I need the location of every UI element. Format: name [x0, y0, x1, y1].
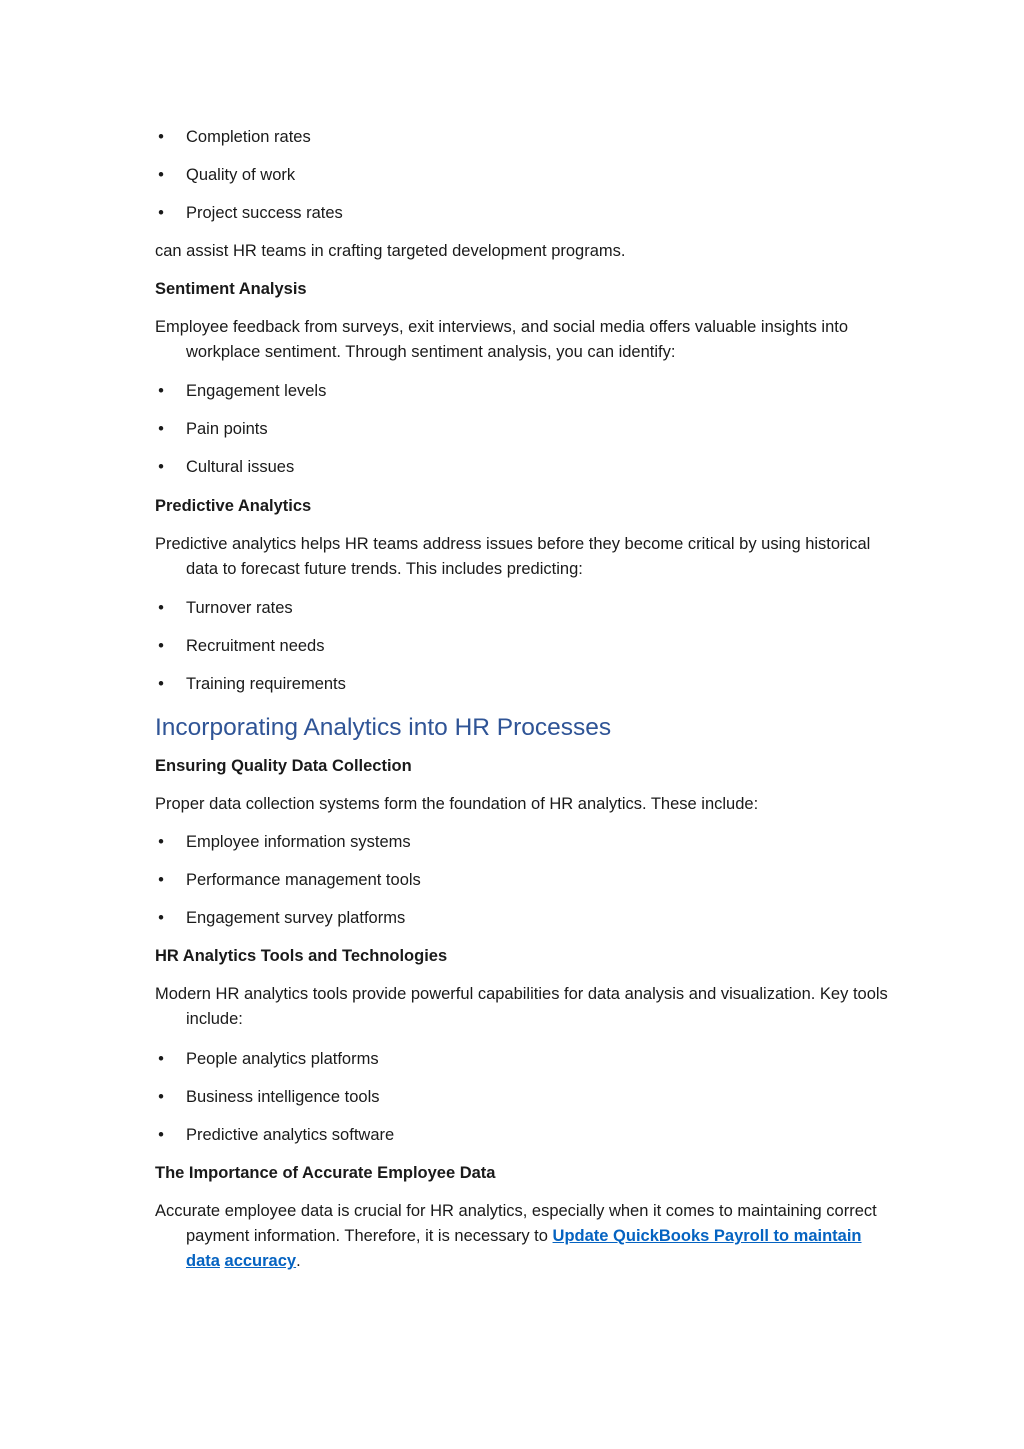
list-item — [155, 417, 895, 442]
list-item-text: Engagement survey platforms — [186, 909, 406, 927]
list-item — [155, 1085, 895, 1110]
list-item-text: Business intelligence tools — [186, 1088, 380, 1106]
bullet-icon: • — [158, 833, 164, 851]
list-item-text: Employee information systems — [186, 833, 411, 851]
list-item — [155, 634, 895, 659]
list-item — [155, 125, 895, 150]
paragraph-end: . — [296, 1252, 301, 1270]
bullet-icon: • — [158, 1126, 164, 1144]
bullet-icon: • — [158, 1050, 164, 1068]
section-heading: Predictive Analytics — [155, 497, 312, 515]
list-item — [155, 596, 895, 621]
list-item-text: Completion rates — [186, 128, 311, 146]
bullet-icon: • — [158, 1088, 164, 1106]
list-item — [155, 1123, 895, 1148]
list-item-text: Engagement levels — [186, 382, 327, 400]
list-item-text: Pain points — [186, 420, 268, 438]
section-heading: Sentiment Analysis — [155, 280, 307, 298]
list-item-text: Performance management tools — [186, 871, 421, 889]
bullet-icon: • — [158, 909, 164, 927]
bullet-icon: • — [158, 128, 164, 146]
paragraph: Modern HR analytics tools provide powerful capabilities for data analysis and visualization. Key tools include: — [155, 985, 888, 1028]
list-item-text: Turnover rates — [186, 599, 293, 617]
paragraph-text: Accurate employee data is crucial for HR analytics, especially when it comes to maintaining correct payment information. Therefore, it is necessary to — [155, 1202, 877, 1245]
list-item — [155, 868, 895, 893]
list-item — [155, 906, 895, 931]
bullet-icon: • — [158, 204, 164, 222]
list-item-text: Quality of work — [186, 166, 296, 184]
paragraph: Employee feedback from surveys, exit interviews, and social media offers valuable insights into workplace sentiment. Through sentiment analysis, you can identify: — [155, 318, 849, 361]
list-item-text: Recruitment needs — [186, 637, 325, 655]
bullet-icon: • — [158, 166, 164, 184]
paragraph: Predictive analytics helps HR teams address issues before they become critical by using historical data to forecast future trends. This includes predicting: — [155, 535, 871, 578]
list-item-text: Project success rates — [186, 204, 343, 222]
list-item — [155, 455, 895, 480]
bullet-icon: • — [158, 599, 164, 617]
bullet-icon: • — [158, 871, 164, 889]
section-title: Incorporating Analytics into HR Processes — [155, 714, 612, 741]
list-item-text: Training requirements — [186, 675, 346, 693]
bullet-icon: • — [158, 420, 164, 438]
list-item — [155, 1047, 895, 1072]
list-item-text: Predictive analytics software — [186, 1126, 395, 1144]
section-heading: HR Analytics Tools and Technologies — [155, 947, 448, 965]
quickbooks-payroll-link[interactable]: Update QuickBooks Payroll to maintain data — [186, 1227, 862, 1270]
bullet-icon: • — [158, 382, 164, 400]
accuracy-link[interactable]: accuracy — [224, 1252, 297, 1270]
bullet-icon: • — [158, 675, 164, 693]
list-item-text: Cultural issues — [186, 458, 295, 476]
list-item — [155, 201, 895, 226]
paragraph — [155, 1199, 895, 1274]
paragraph: Proper data collection systems form the foundation of HR analytics. These include: — [155, 795, 759, 813]
list-item — [155, 379, 895, 404]
list-item — [155, 830, 895, 855]
bullet-icon: • — [158, 637, 164, 655]
bullet-icon: • — [158, 458, 164, 476]
section-heading: The Importance of Accurate Employee Data — [155, 1164, 496, 1182]
section-heading: Ensuring Quality Data Collection — [155, 757, 412, 775]
list-item — [155, 163, 895, 188]
paragraph: can assist HR teams in crafting targeted development programs. — [155, 242, 626, 260]
list-item-text: People analytics platforms — [186, 1050, 379, 1068]
list-item — [155, 672, 895, 697]
